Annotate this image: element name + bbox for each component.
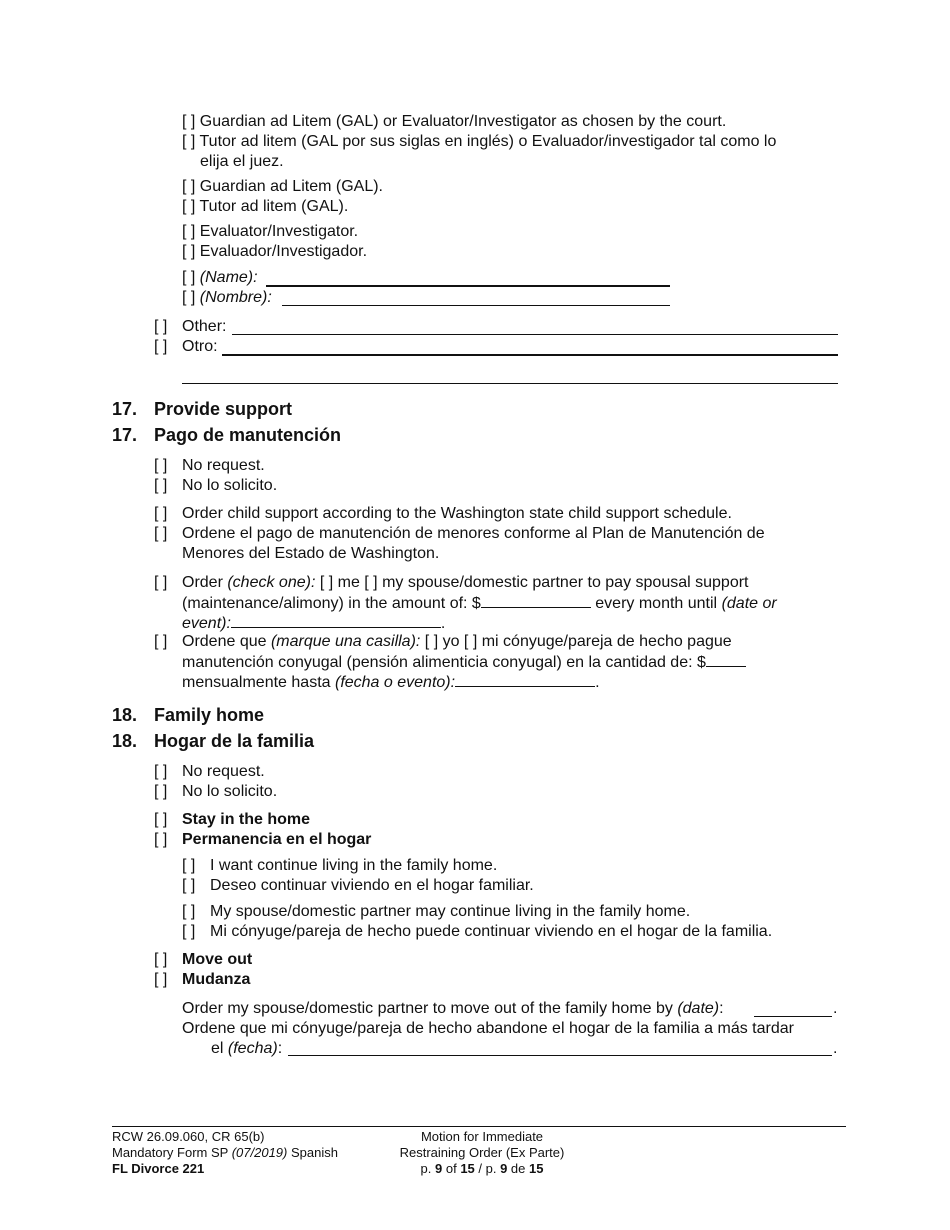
- name-en: [ ] (Name):: [182, 269, 258, 286]
- checkbox[interactable]: [ ]: [182, 877, 196, 894]
- spouse-continue-en: My spouse/domestic partner may continue living in the family home.: [210, 903, 691, 920]
- section-18-title-en: Family home: [154, 705, 265, 725]
- name-line[interactable]: [266, 285, 670, 287]
- gal-or-evaluator-es-cont: elija el juez.: [200, 153, 284, 170]
- spousal-support-es-fecha: mensualmente hasta (fecha o evento): .: [182, 674, 600, 691]
- checkbox[interactable]: [ ]: [182, 269, 196, 286]
- cantidad-line[interactable]: [706, 652, 746, 667]
- section-18-number-es: 18.: [112, 731, 138, 751]
- footer-divider: [112, 1126, 846, 1127]
- gal-or-evaluator-en: [ ] Guardian ad Litem (GAL) or Evaluator/Investigator as chosen by the court.: [182, 113, 727, 130]
- stay-in-home-en: Stay in the home: [182, 811, 311, 828]
- other-line[interactable]: [232, 334, 838, 335]
- amount-line[interactable]: [481, 593, 591, 608]
- footer-title-1: Motion for Immediate: [420, 1129, 544, 1144]
- order-move-out-es-fecha: el (fecha):: [211, 1040, 283, 1057]
- gal-or-evaluator-es: [ ] Tutor ad litem (GAL por sus siglas en inglés) o Evaluador/investigador tal como lo: [182, 133, 777, 150]
- checkbox[interactable]: [ ]: [154, 831, 168, 848]
- order-move-out-es: Ordene que mi cónyuge/pareja de hecho abandone el hogar de la familia a más tardar: [182, 1020, 794, 1037]
- spousal-support-en-amount: (maintenance/alimony) in the amount of: $ every month until (date or: [182, 595, 777, 612]
- other-label: Other:: [182, 318, 227, 335]
- otro-line[interactable]: [222, 354, 838, 356]
- footer-title-2: Restraining Order (Ex Parte): [399, 1145, 565, 1160]
- checkbox[interactable]: [ ]: [154, 318, 168, 335]
- section-17-number-en: 17.: [112, 399, 138, 419]
- move-out-en: Move out: [182, 951, 253, 968]
- move-out-es: Mudanza: [182, 971, 251, 988]
- move-out-date-line[interactable]: [754, 1016, 832, 1017]
- checkbox[interactable]: [ ]: [182, 198, 196, 215]
- spousal-support-es: Ordene que (marque una casilla): [ ] yo [ ] mi cónyuge/pareja de hecho pague: [182, 633, 732, 650]
- no-solicito-18: No lo solicito.: [182, 783, 278, 800]
- checkbox[interactable]: [ ]: [182, 903, 196, 920]
- checkbox[interactable]: [ ]: [154, 457, 168, 474]
- evaluator-es: [ ] Evaluador/Investigador.: [182, 243, 368, 260]
- checkbox[interactable]: [ ]: [154, 811, 168, 828]
- i-want-continue-en: I want continue living in the family home.: [210, 857, 498, 874]
- checkbox[interactable]: [ ]: [182, 223, 196, 240]
- checkbox[interactable]: [ ]: [182, 289, 196, 306]
- checkbox[interactable]: [ ]: [154, 505, 168, 522]
- footer-form-id: FL Divorce 221: [112, 1161, 205, 1176]
- i-want-continue-es: Deseo continuar viviendo en el hogar familiar.: [210, 877, 534, 894]
- name-es: [ ] (Nombre):: [182, 289, 272, 306]
- checkbox[interactable]: [ ]: [154, 525, 168, 542]
- checkbox[interactable]: [ ]: [154, 783, 168, 800]
- section-18-title-es: Hogar de la familia: [154, 731, 315, 751]
- checkbox[interactable]: [ ]: [182, 923, 196, 940]
- child-support-es-cont: Menores del Estado de Washington.: [182, 545, 440, 562]
- section-17-title-en: Provide support: [154, 399, 293, 419]
- checkbox[interactable]: [ ]: [154, 763, 168, 780]
- checkbox[interactable]: [ ]: [182, 857, 196, 874]
- checkbox[interactable]: [ ]: [154, 574, 168, 591]
- footer-rcw: RCW 26.09.060, CR 65(b): [112, 1129, 265, 1144]
- stay-in-home-es: Permanencia en el hogar: [182, 831, 372, 848]
- footer-page-number: p. 9 of 15 / p. 9 de 15: [420, 1161, 544, 1176]
- footer-mandatory-form: Mandatory Form SP (07/2019) Spanish: [112, 1145, 338, 1160]
- otro-label: Otro:: [182, 338, 218, 355]
- fecha-evento-line[interactable]: [455, 672, 595, 687]
- spousal-support-en: Order (check one): [ ] me [ ] my spouse/domestic partner to pay spousal support: [182, 574, 749, 591]
- evaluator-en: [ ] Evaluator/Investigator.: [182, 223, 359, 240]
- checkbox[interactable]: [ ]: [182, 178, 196, 195]
- checkbox[interactable]: [ ]: [182, 133, 196, 150]
- order-move-out-en: Order my spouse/domestic partner to move out of the family home by (date):: [182, 1000, 724, 1017]
- section-17-number-es: 17.: [112, 425, 138, 445]
- child-support-en: Order child support according to the Washington state child support schedule.: [182, 505, 732, 522]
- date-event-line[interactable]: [231, 613, 441, 628]
- nombre-line[interactable]: [282, 305, 670, 306]
- no-solicito-17: No lo solicito.: [182, 477, 278, 494]
- other-extra-line[interactable]: [182, 383, 838, 384]
- checkbox[interactable]: [ ]: [182, 113, 196, 130]
- spouse-continue-es: Mi cónyuge/pareja de hecho puede continuar viviendo en el hogar de la familia.: [210, 923, 773, 940]
- fecha-line[interactable]: [288, 1055, 832, 1056]
- section-18-number-en: 18.: [112, 705, 138, 725]
- child-support-es: Ordene el pago de manutención de menores conforme al Plan de Manutención de: [182, 525, 765, 542]
- period: .: [833, 1000, 838, 1017]
- gal-en: [ ] Guardian ad Litem (GAL).: [182, 178, 383, 195]
- spousal-support-es-amount: manutención conyugal (pensión alimenticia conyugal) en la cantidad de: $: [182, 652, 746, 673]
- no-request-18: No request.: [182, 763, 265, 780]
- gal-es: [ ] Tutor ad litem (GAL).: [182, 198, 349, 215]
- checkbox[interactable]: [ ]: [154, 951, 168, 968]
- checkbox[interactable]: [ ]: [154, 633, 168, 650]
- checkbox[interactable]: [ ]: [154, 477, 168, 494]
- spousal-support-en-event: event): .: [182, 615, 446, 632]
- checkbox[interactable]: [ ]: [182, 243, 196, 260]
- section-17-title-es: Pago de manutención: [154, 425, 342, 445]
- checkbox[interactable]: [ ]: [154, 971, 168, 988]
- checkbox[interactable]: [ ]: [154, 338, 168, 355]
- period: .: [833, 1040, 838, 1057]
- no-request-17: No request.: [182, 457, 265, 474]
